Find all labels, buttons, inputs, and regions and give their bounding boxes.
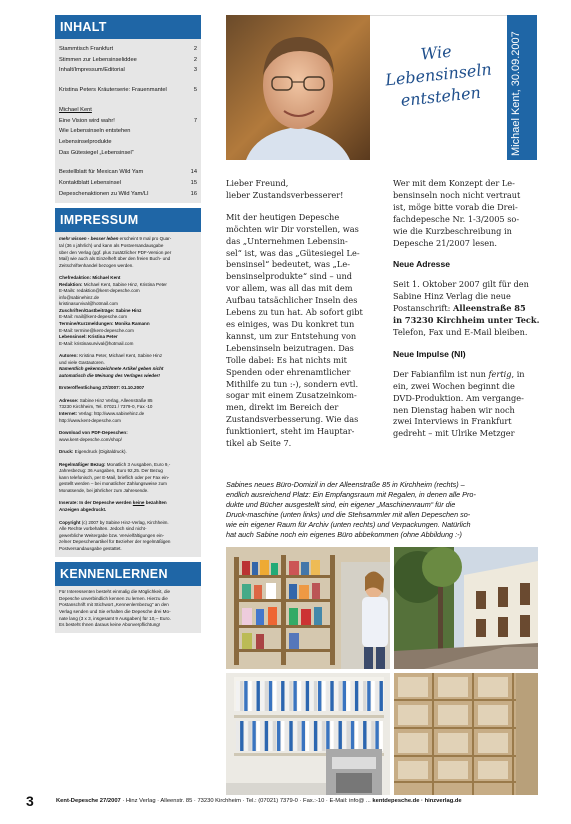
binder: [281, 681, 284, 711]
text-line: sogar mit einem Zusatzeinkom-: [226, 390, 357, 401]
binder: [285, 681, 288, 711]
binder: [240, 721, 243, 751]
binder: [322, 721, 325, 751]
binder: [236, 721, 239, 751]
binder: [339, 721, 342, 751]
toc-entry: [59, 189, 197, 200]
text-line: ist, möge bitte vorab die Drei-: [393, 201, 518, 212]
binder: [343, 721, 346, 751]
binder: [298, 721, 301, 751]
binder: [343, 681, 346, 711]
binder: [244, 721, 247, 751]
text-line: Zustandsverbesserung. Wie das: [226, 414, 359, 425]
article-column-1: Lieber Freund, lieber Zustandsverbesserer! Mit der heutigen Depesche möchten wir Dir vorstellen, was das „Unternehmen Lebensin- sel“ ist, was das „Gütesiegel Le- bensinsel“ bedeutet, was „Le- bensinselprodukte“ sind – und vor allem, was all das mit dem Aufbau tatsächlicher Inseln des Lebens zu tun hat. Ab sofort gibt es einiges, was Du konkret tun kannst, um zur Entstehung von Lebensinseln beizutragen. Das Tolle dabei: Es hat nichts mit Spenden oder ehrenamtlicher Mithilfe zu tun :-), sondern evtl. sogar mit einem Zusatzeinkom- men, direkt im Bereich der Zustandsverbesserung. Wie das funktioniert, steht im Hauptar- tikel ab Seite 7.: [226, 178, 374, 460]
binder: [277, 721, 280, 751]
text-line: es einiges, was Du konkret tun: [226, 318, 355, 329]
text-line: bensinsel“ bedeutet, was „Le-: [226, 259, 350, 270]
text-line: gedreht – mit Ulrike Metzger: [393, 428, 515, 439]
binder: [322, 681, 325, 711]
page-number: 3: [26, 793, 34, 809]
toc-label: Kontaktblatt Lebensinsel: [59, 180, 121, 187]
toc-label: Eine Vision wird wahr!: [59, 117, 115, 124]
binder: [285, 721, 288, 751]
heading-neue-adresse: Neue Adresse: [393, 259, 451, 270]
binder: [248, 681, 251, 711]
binder: [257, 681, 260, 711]
text-line: ein, zwei Wochen beginnt die: [393, 380, 515, 391]
binder: [359, 721, 362, 751]
binder: [330, 721, 333, 751]
binder: [351, 681, 354, 711]
toc-page: 5: [193, 87, 197, 94]
binder: [277, 681, 280, 711]
binder: [306, 681, 309, 711]
binder: [310, 721, 313, 751]
text-line: Lebensinseln beizutragen. Das: [226, 342, 354, 353]
binder: [298, 681, 301, 711]
binder: [371, 721, 374, 751]
heading-neue-impulse: Neue Impulse (NI): [393, 348, 466, 359]
text-line: Spenden oder ehrenamtlicher: [226, 366, 351, 377]
binder: [240, 681, 243, 711]
binder: [355, 681, 358, 711]
text-line: Druck-maschine (unten links) und die Stehsammler mit allen Depeschen so-: [226, 510, 471, 520]
toc-spacer: [59, 76, 197, 85]
text-line: das „Unternehmen Lebensin-: [226, 235, 348, 246]
binder: [326, 721, 329, 751]
toc-entry: [59, 178, 197, 189]
photo-archive-room: [394, 673, 538, 795]
article-title-box: [370, 15, 507, 161]
toc-entry: [59, 137, 197, 148]
binder: [375, 681, 378, 711]
text-line: hat auch Sabine noch ein eigenes Büro abbekommen (ohne Abbildung :-): [226, 530, 462, 540]
author-portrait: [226, 15, 370, 160]
impressum-body: mehr wissen - besser leben erscheint 9 mal pro Quar- tal (36 x jährlich) und kann als Postversandausgabe über den Verlag (ggf. plus zusätzlicher PDF-Version per Mail) wie auch als Einzelheft über den freien Buch- und Zeitschriftenhandel bezogen werden. Chefredaktion: Michael Kent Redaktion: Michael Kent, Sabine Hinz, Kristina Peter E-Mails: redaktion@kent-depesche.com info@sabinehinz.de kristinasurvival@hotmail.com Zuschriften/Gastbeiträge: Sabine Hinz E-Mail: mail@kent-depesche.com Termine/Kurzmeldungen: Monika Ramann E-Mail: termine@kent-depesche.com Lebensinsel: Kristina Peter E-Mail: kristinasurvival@hotmail.com Autoren: Kristina Peter, Michael Kent, Sabine Hinz und viele Gastautoren. Namentlich gekennzeichnete Artikel geben nicht automatisch die Meinung des Verlages wieder! Ersteröffentlichung 27/2007: 01.10.2007 Adresse: Sabine Hinz Verlag, Alleenstraße 85 73230 Kirchheim, Tel. 07021 / 7379-0, Fax -10 Internet: Verlag: http://www.sabinehinz.de http://www.kent-depesche.com Download von PDF-Depeschen: www.kent-depesche.com/shop/ Druck: Eigendruck (Digitaldruck). Regelmäßiger Bezug: Monatlich 3 Ausgaben, Euro 9,- Jahresbezug: 36 Ausgaben, Euro 92,25. Der Bezug kann telefonisch, per E-Mail, brieflich oder per Fax ein- gestellt werden – bei monatlicher Zahlungsweise zum Monatsende, bei jährlicher zum Jahresende. Inserate: In der Depesche werden keine bezahlten Anzeigen abgedruckt. Copyright (c) 2007 by Sabine Hinz-Verlag, Kirchheim. Alle Rechte vorbehalten. Jedoch sind nicht- gewerbliche Weitergabe bzw. Vervielfältigungen ein- zelner Depeschenartikel für Bezieher der regelmäßigen Postversandausgabe gestattet.: [55, 232, 201, 557]
text-line: bensinselprodukte“ sind – und: [226, 271, 353, 282]
binder: [314, 681, 317, 711]
binder: [367, 681, 370, 711]
photo-machine-room: [226, 673, 390, 795]
binder: [347, 721, 350, 751]
binder: [310, 681, 313, 711]
toc-page: 2: [193, 56, 197, 63]
toc-label: Depeschenaktionen zu Wild Yam/LI: [59, 190, 149, 197]
text-line: tikel ab Seite 7.: [226, 438, 292, 449]
sidebar: [55, 15, 201, 633]
text-line: funktioniert, steht im Hauptar-: [226, 426, 355, 437]
toc-entry: [59, 105, 197, 116]
text-line: DVD-Produktion. Am vergange-: [393, 392, 524, 403]
toc-page: 2: [193, 46, 197, 52]
binder: [347, 681, 350, 711]
text-line: vor allem, was all das mit dem: [226, 283, 353, 294]
text-line: Tolle dabei: Es hat nichts mit: [226, 354, 347, 365]
binder: [363, 681, 366, 711]
photo-caption: [226, 480, 538, 541]
toc-label: Das Gütesiegel „Lebensinsel“: [59, 149, 134, 156]
binder: [380, 721, 383, 751]
text-line: möchten wir Dir vorstellen, was: [226, 223, 359, 234]
binder: [293, 721, 296, 751]
binder: [355, 721, 358, 751]
author-date: Michael Kent, 30.09.2007: [510, 31, 522, 156]
binder: [314, 721, 317, 751]
article-title: Wie Lebensinseln entstehen: [384, 41, 493, 111]
toc-label: Inhalt/Impressum/Editorial: [59, 67, 125, 74]
binder: [363, 721, 366, 751]
binder: [236, 681, 239, 711]
binder: [380, 681, 383, 711]
text-line: endlich ausreichend Platz: Ein Empfangsraum mit Regalen, in denen alle Pro-: [226, 490, 476, 500]
toc-entry: [59, 65, 197, 76]
text-line: Aufbau tatsächlicher Inseln des: [226, 295, 358, 306]
binder: [252, 681, 255, 711]
text-line: dukte und Bücher ausgestellt sind, ein eigener „Maschinenraum“ für die: [226, 500, 456, 510]
binder: [306, 721, 309, 751]
toc-page: 15: [190, 180, 197, 187]
text-line: zwei Interviews in Frankfurt: [393, 416, 512, 427]
photo-reception-room: [226, 547, 390, 669]
binder: [371, 681, 374, 711]
toc-label: Michael Kent: [59, 106, 92, 113]
binder: [318, 681, 321, 711]
binder: [339, 681, 342, 711]
binder: [351, 721, 354, 751]
toc-page: 3: [193, 67, 197, 74]
text-line: Depesche 21/2007 lesen.: [393, 237, 498, 248]
text-line: kannst, um zur Entstehung von: [226, 330, 357, 341]
toc-entry: [59, 116, 197, 127]
kennenlernen-heading: KENNENLERNEN: [55, 562, 201, 586]
binder: [375, 721, 378, 751]
binder: [302, 721, 305, 751]
text-line: wie ein eigener Raum für Archiv (unten rechts) und Verpackungen. Natürlich: [226, 520, 471, 530]
toc-page: 16: [190, 190, 197, 197]
kennenlernen-body: Für Interessenten besteht einmalig die Möglichkeit, die Depesche unverbindlich kennen zu lernen. Hierzu die Postanschrift mit Stichwort „Kennenlernbezug“ an den Verlag senden und Sie erhalten die Depesche drei Mo- nate lang (3 x 3, insgesamt 9 Ausgaben) für 10,-- Euro. Es besteht Ihnen daraus keine Abonverpflichtung!: [55, 586, 201, 632]
toc-label: Stammtisch Frankfurt: [59, 46, 114, 52]
toc-label: Wie Lebensinseln entstehen: [59, 128, 131, 135]
binder: [289, 681, 292, 711]
toc-page: 14: [190, 169, 197, 176]
binder: [330, 681, 333, 711]
binder: [318, 721, 321, 751]
text-line: fachdepesche Nr. 1-3/2005 so-: [393, 213, 520, 224]
text-line: Lebens zu tun hat. Ab sofort gibt: [226, 307, 363, 318]
binder: [289, 721, 292, 751]
impressum-heading: IMPRESSUM: [55, 208, 201, 232]
binder: [269, 721, 272, 751]
binder: [334, 681, 337, 711]
binder: [302, 681, 305, 711]
text-line: Mit der heutigen Depesche: [226, 211, 340, 222]
binder: [273, 681, 276, 711]
toc-spacer: [59, 96, 197, 105]
toc-label: Kristina Peters Kräuterserie: Frauenmantel: [59, 87, 167, 94]
text-line: bensinseln noch nicht vertraut: [393, 189, 521, 200]
text-line: nen Dienstag haben wir noch: [393, 404, 515, 415]
binder: [293, 681, 296, 711]
text-line: men, direkt im Bereich der: [226, 402, 339, 413]
binder: [244, 681, 247, 711]
text-line: sel“ ist, was das „Gütesiegel Le-: [226, 247, 360, 258]
text-line: wie die Kurzbeschreibung in: [393, 225, 512, 236]
binder: [257, 721, 260, 751]
photo-building-exterior: [394, 547, 538, 669]
binder: [269, 681, 272, 711]
binder: [359, 681, 362, 711]
text-line: Wer mit dem Konzept der Le-: [393, 178, 515, 188]
toc-label: Lebensinselprodukte: [59, 138, 112, 145]
toc-entry: [59, 167, 197, 178]
binder: [326, 681, 329, 711]
toc-entry: [59, 85, 197, 96]
toc-spacer: [59, 158, 197, 167]
toc-entry: [59, 44, 197, 55]
toc-entry: [59, 126, 197, 137]
binder: [265, 681, 268, 711]
text-line: Sabines neues Büro-Domizil in der Alleenstraße 85 in Kirchheim (rechts) –: [226, 480, 465, 489]
toc-label: Bestellblatt für Mexican Wild Yam: [59, 169, 144, 176]
toc-entry: [59, 148, 197, 159]
binder: [334, 721, 337, 751]
table-of-contents: [55, 39, 201, 203]
binder: [261, 721, 264, 751]
article-column-2: Wer mit dem Konzept der Le- bensinseln noch nicht vertraut ist, möge bitte vorab die Drei- fachdepesche Nr. 1-3/2005 so- wie die Kurzbeschreibung in Depesche 21/2007 lesen. Neue Adresse Seit 1. Oktober 2007 gilt für den Sabine Hinz Verlag die neue Postanschrift: Alleenstraße 85 in 73230 Kirchheim unter Teck. Telefon, Fax und E-Mail bleiben. Neue Impulse (NI) Der Fabianfilm ist nun fertig, in ein, zwei Wochen beginnt die DVD-Produktion. Am vergange- nen Dienstag haben wir noch zwei Interviews in Frankfurt gedreht – mit Ulrike Metzger: [393, 178, 540, 439]
binder: [281, 721, 284, 751]
binder: [265, 721, 268, 751]
toc-page: 7: [193, 117, 197, 124]
binder: [273, 721, 276, 751]
inhalt-heading: INHALT: [55, 15, 201, 39]
text-line: Mithilfe zu tun :-), sondern evtl.: [226, 378, 359, 389]
binder: [261, 681, 264, 711]
footer: Kent-Depesche 27/2007 · Hinz Verlag · Alleenstr. 85 · 73230 Kirchheim · Tel.: (07021) 7379-0 · Fax.:-10 · E-Mail: info@ ... kentdepesche.de · hinzverlag.de: [56, 798, 462, 804]
toc-entry: [59, 55, 197, 66]
binder: [367, 721, 370, 751]
toc-label: Stimmen zur Lebensinseliddee: [59, 56, 137, 63]
binder: [248, 721, 251, 751]
binder: [252, 721, 255, 751]
